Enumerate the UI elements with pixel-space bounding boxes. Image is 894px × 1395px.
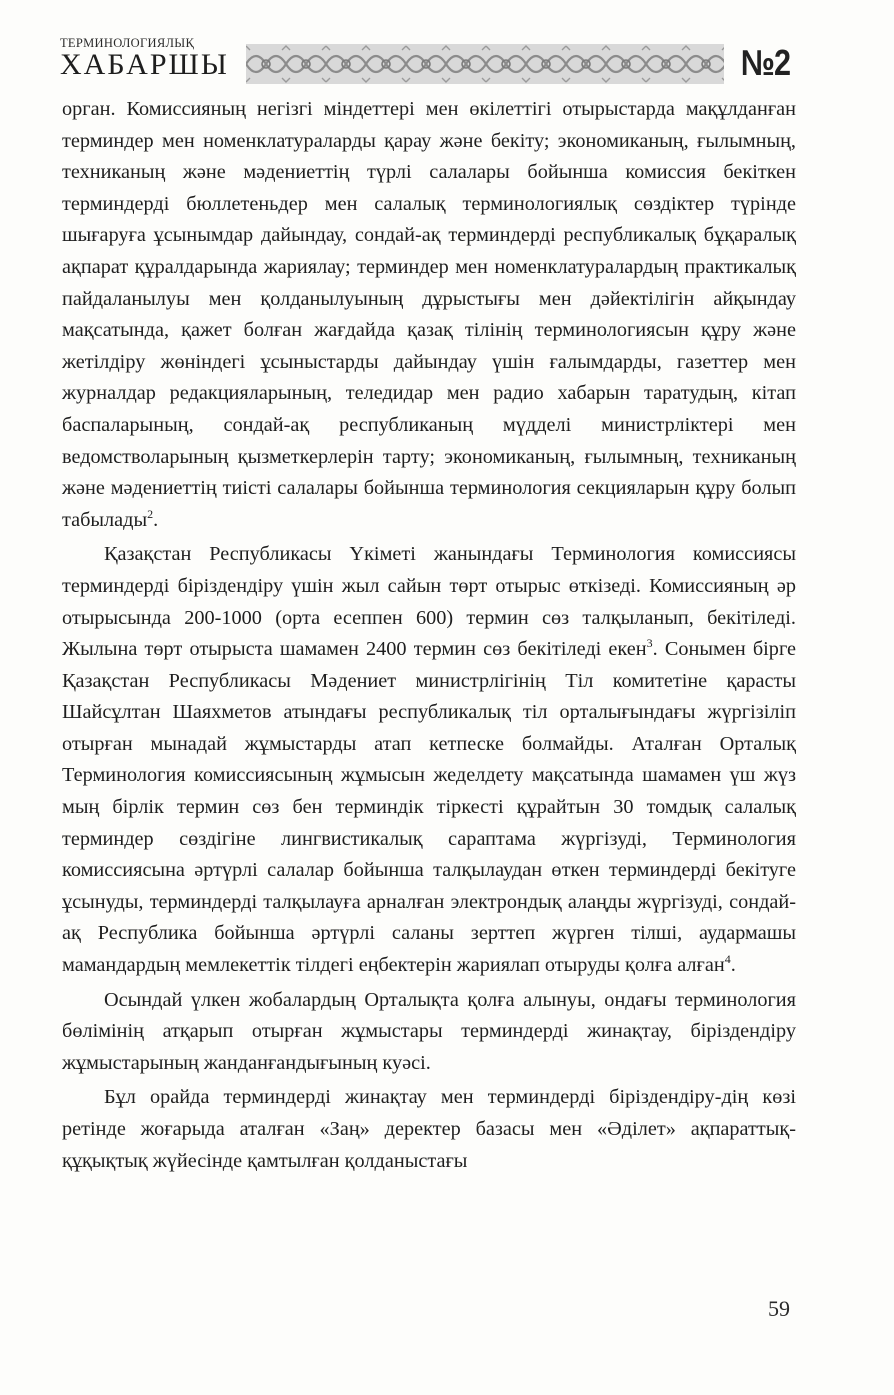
paragraph-3: Осындай үлкен жобалардың Орталықта қолға алынуы, ондағы терминология бөлімінің атқарып отырған жұмыстары терминдерді жинақтау, біріздендіру жұмыстарының жанданғандығының куәсі. [62,988,796,1074]
footnote-ref-4: 4 [724,952,731,967]
journal-title-main: ХАБАРШЫ [60,48,229,81]
paragraph-2: Қазақстан Республикасы Үкіметі жанындағы Терминология комиссиясы терминдерді біріздендіру үшін жыл сайын төрт отырыс өткізеді. Комиссияның әр отырысында 200-1000 (орта есеппен 600) термин сөз талқыланып, бекітіледі. Жылына төрт отырыста шамамен 2400 термин сөз бекітіледі екен$^3$. Сонымен бірге Қазақстан Республикасы Мәдениет министрлігінің Тіл комитетіне қарасты Шайсұлтан Шаяхметов атындағы республикалық тіл орталығындағы жүргізіліп отырған мынадай жұмыстарды атап кетпеске болмайды. Аталған Орталық Терминология комиссиясының жұмысын жеделдету мақсатында шамамен үш жүз мың бірлік термин сөз бен терминдік тіркесті құрайтын 30 томдық салалық терминдер сөздігіне лингвистикалық сараптама жүргізуді, Терминология комиссиясына әртүрлі салалар бойынша талқылаудан өткен терминдерді бекітуге ұсынуды, терминдерді талқылауға арналған электрондық алаңды жүргізуді, сондай-ақ Республика бойынша әртүрлі саланы зерттеп жүрген тілші, аудармашы мамандардың мемлекеттік тілдегі еңбектерін жариялап отыруды қолға алған$^4$. [62,543,797,977]
page-number: 59 [768,1296,790,1321]
page-header [60,36,794,88]
paragraph-1: орган. Комиссияның негізгі міндеттері мен өкілеттігі отырыстарда мақұлданған терминдер мен номенклатураларды қарау және бекіту; экономиканың, ғылымның, техниканың және мәдениеттің түрлі салалары бойынша комиссия бекіткен терминдерді бюллетеньдер мен салалық терминологиялық сөздіктер түрінде шығаруға ұсынымдар дайындау, сондай-ақ терминдерді республикалық бұқаралық ақпарат құралдарында жариялау; терминдер мен номенклатуралардың практикалық пайдаланылуы мен қолданылуының дұрыстығы мен дәйектілігін айқындау мақсатында, қажет болған жағдайда қазақ тілінің терминологиясын құру және жетілдіру жөніндегі ұсыныстарды дайындау үшін ғалымдарды, газеттер мен журналдар редакцияларының, теледидар мен радио хабарын таратудың, кітап баспаларының, сондай-ақ республиканың мүдделі министрліктері мен ведомстволарының қызметкерлерін тарту; экономиканың, ғылымның, техниканың және мәдениеттің тиісті салалары бойынша терминология секцияларын құру болып табылады$^2$. [62,98,796,531]
journal-title-top: ТЕРМИНОЛОГИЯЛЫҚ [60,36,195,50]
footnote-ref-3: 3 [646,636,653,651]
issue-number: №2 [740,42,790,83]
footnote-ref-2: 2 [147,506,154,521]
article-body [62,94,796,1177]
header-ornament [246,44,724,84]
paragraph-4: Бұл орайда терминдерді жинақтау мен терминдерді біріздендіру-дің көзі ретінде жоғарыда аталған «Заң» деректер базасы мен «Әділет» ақпараттық-құқықтық жүйесінде қамтылған қолданыстағы [62,1086,796,1172]
journal-logo [60,36,250,80]
